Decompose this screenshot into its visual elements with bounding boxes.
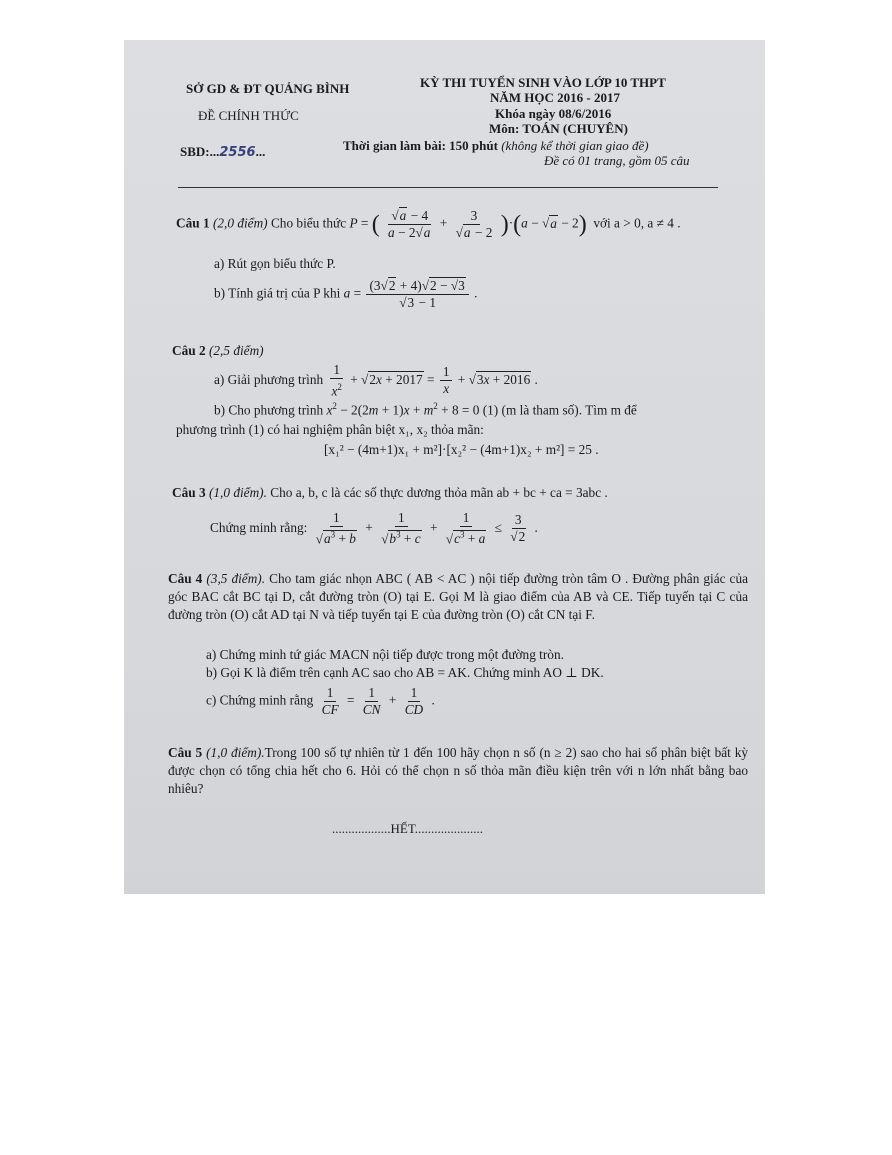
- question-5: Câu 5 (1,0 điểm).Trong 100 số tự nhiên từ 1 đến 100 hãy chọn n số (n ≥ 2) sao cho hai số phân biệt bất kỳ được chọn có tổng chia hết cho 6. Hỏi có thể chọn n số thỏa mãn điều kiện trên với n lớn nhất bằng bao nhiêu?: [168, 745, 748, 796]
- question-4: Câu 4 (3,5 điểm). Cho tam giác nhọn ABC ( AB < AC ) nội tiếp đường tròn tâm O . Đường phân giác của góc BAC cắt BC tại D, cắt đường tròn (O) tại E. Gọi M là giao điểm của AB và CE. Tiếp tuyến tại C của đường tròn (O) cắt AD tại N và tiếp tuyến tại E của đường tròn (O) cắt CN tại F.: [168, 571, 749, 622]
- candidate-number-value: 2556: [219, 145, 256, 160]
- question-1: Câu 1 (2,0 điểm) Cho biểu thức P = ( $\frac{√a - 4}{a - 2√a}$ + $\frac{3}{√a - 2}$ )·(a − √a − 2) với a > 0, a ≠ 4 .: [176, 208, 681, 240]
- candidate-number: SBD:...2556...: [180, 144, 266, 160]
- exam-date: Khóa ngày 08/6/2016: [495, 106, 612, 121]
- question-3: Câu 3 (1,0 điểm). Cho a, b, c là các số thực dương thỏa mãn ab + bc + ca = 3abc .: [172, 485, 608, 500]
- pages-note: Đề có 01 trang, gồm 05 câu: [544, 153, 690, 168]
- subject: Môn: TOÁN (CHUYÊN): [489, 121, 628, 136]
- question-2a: a) Giải phương trình $\frac{1}{x^2}$ + √2x + 2017 = $\frac{1}{x}$ + √3x + 2016 .: [214, 362, 538, 399]
- header-divider: [178, 187, 718, 188]
- question-2-title: Câu 2 (2,5 điểm): [172, 343, 264, 358]
- question-2b-cont: phương trình (1) có hai nghiệm phân biệt x₁, x₂ thỏa mãn:: [176, 422, 484, 437]
- question-1a: a) Rút gọn biểu thức P.: [214, 256, 336, 271]
- end-marker: ..................HẾT.....................: [332, 821, 484, 836]
- question-1b: b) Tính giá trị của P khi a = $\frac{(3√2 + 4)√2 - √3}{√3 - 1}$ .: [214, 278, 478, 310]
- question-4b: b) Gọi K là điểm trên cạnh AC sao cho AB = AK. Chứng minh AO ⊥ DK.: [206, 665, 604, 680]
- question-4a: a) Chứng minh tứ giác MACN nội tiếp được trong một đường tròn.: [206, 647, 564, 662]
- exam-title: KỲ THI TUYỂN SINH VÀO LỚP 10 THPT: [420, 75, 666, 90]
- question-4c: c) Chứng minh rằng $\frac{1}{CF}$ = $\frac{1}{CN}$ + $\frac{1}{CD}$ .: [206, 685, 435, 717]
- department-name: SỞ GD & ĐT QUẢNG BÌNH: [186, 81, 350, 96]
- question-2b-equation: [x₁² − (4m+1)x₁ + m²]·[x₂² − (4m+1)x₂ + m²] = 25 .: [324, 442, 599, 457]
- question-3-inequality: Chứng minh rằng: $\frac{1}{√a^3 + b}$ + $\frac{1}{√b^3 + c}$ + $\frac{1}{√c^3 + a}$ ≤ $\frac{3}{√2}$ .: [210, 510, 538, 547]
- time-allowed: Thời gian làm bài: 150 phút (không kể thời gian giao đề): [343, 138, 649, 153]
- school-year: NĂM HỌC 2016 - 2017: [490, 90, 620, 105]
- question-2b: b) Cho phương trình $x^2 - 2(2m + 1)x + m^2 + 8 = 0$ (1) (m là tham số). Tìm m để: [214, 401, 637, 418]
- exam-sheet: [124, 40, 765, 894]
- official-label: ĐỀ CHÍNH THỨC: [198, 108, 299, 123]
